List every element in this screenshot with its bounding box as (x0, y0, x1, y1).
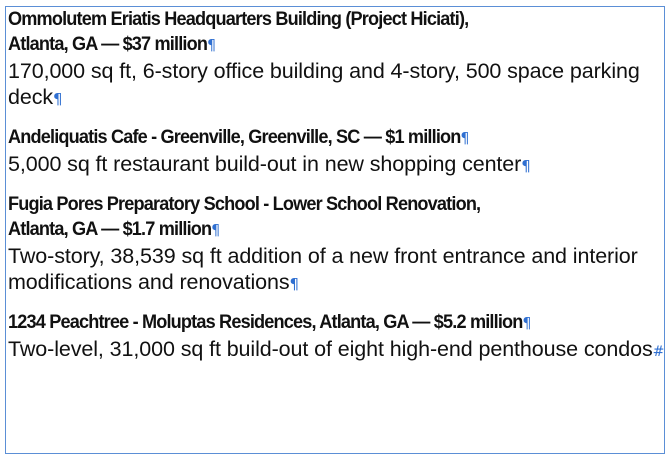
pilcrow-mark: ¶ (522, 314, 531, 332)
pilcrow-mark: ¶ (460, 129, 469, 147)
project-entry-2 (8, 125, 670, 179)
project-description: 5,000 sq ft restaurant build-out in new shopping center¶ (8, 152, 531, 176)
project-heading (8, 310, 624, 336)
project-description: 170,000 sq ft, 6-story office building and 4-story, 500 space parking deck¶ (8, 59, 640, 109)
heading-line: Ommolutem Eriatis Headquarters Building (Project Hiciati), (8, 8, 469, 30)
heading-line: Atlanta, GA — $37 million¶ (8, 33, 216, 55)
project-entry-1 (8, 7, 670, 112)
pilcrow-mark: ¶ (289, 275, 299, 293)
project-entry-3 (8, 192, 670, 297)
project-description: Two-level, 31,000 sq ft build-out of eight high-end penthouse condos# (8, 337, 665, 361)
pilcrow-mark: ¶ (521, 157, 531, 175)
heading-line: Fugia Pores Preparatory School - Lower School Renovation, (8, 193, 481, 215)
pilcrow-mark: ¶ (211, 221, 220, 239)
project-heading (8, 125, 624, 151)
heading-line: 1234 Peachtree - Moluptas Residences, Atlanta, GA — $5.2 million¶ (8, 311, 531, 333)
heading-line: Andeliquatis Cafe - Greenville, Greenville, SC — $1 million¶ (8, 126, 469, 148)
pilcrow-mark: ¶ (207, 36, 216, 54)
project-entry-4 (8, 310, 670, 365)
document-text (8, 7, 670, 378)
end-of-story-mark: # (652, 344, 665, 360)
project-heading (8, 192, 624, 243)
heading-line: Atlanta, GA — $1.7 million¶ (8, 218, 220, 240)
project-heading (8, 7, 624, 58)
pilcrow-mark: ¶ (53, 90, 63, 108)
project-description: Two-story, 38,539 sq ft addition of a new front entrance and interior modifications and renovations¶ (8, 244, 638, 294)
